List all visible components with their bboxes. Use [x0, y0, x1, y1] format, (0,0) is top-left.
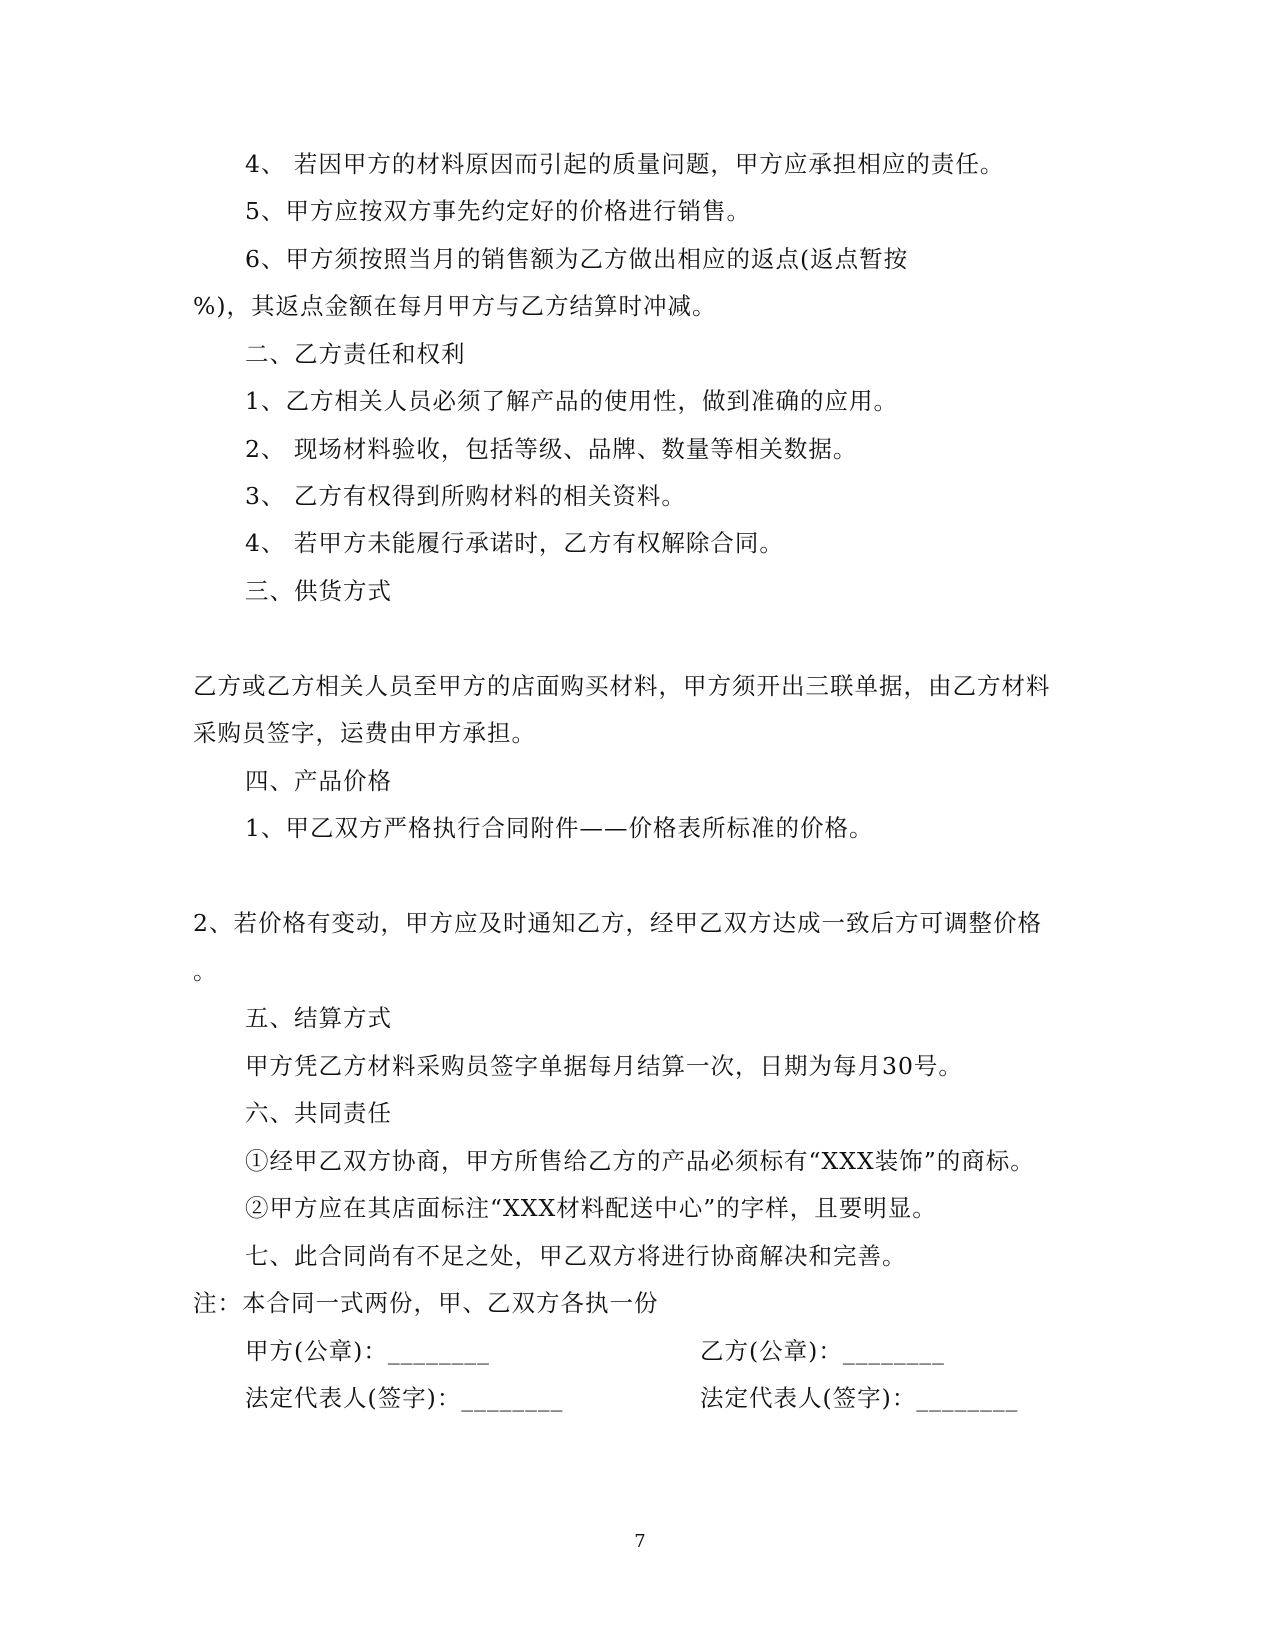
section-heading-5: 五、结算方式: [245, 1004, 392, 1032]
signature-party-b-seal: 乙方(公章)：________: [700, 1337, 945, 1365]
signature-party-a-rep: 法定代表人(签字)：________: [245, 1384, 564, 1412]
paragraph-supply-cont: 采购员签字，运费由甲方承担。: [193, 719, 536, 747]
signature-party-b-rep: 法定代表人(签字)：________: [700, 1384, 1019, 1412]
paragraph-clause-b3: 3、 乙方有权得到所购材料的相关资料。: [245, 482, 686, 510]
signature-party-a-seal: 甲方(公章)：________: [245, 1337, 490, 1365]
paragraph-clause-a4: 4、 若因甲方的材料原因而引起的质量问题，甲方应承担相应的责任。: [245, 150, 1005, 178]
paragraph-clause-b1: 1、乙方相关人员必须了解产品的使用性，做到准确的应用。: [245, 387, 898, 415]
paragraph-clause-a6-cont: %)，其返点金额在每月甲方与乙方结算时冲减。: [193, 292, 717, 320]
paragraph-note: 注：本合同一式两份，甲、乙双方各执一份: [193, 1289, 659, 1317]
paragraph-price-1: 1、甲乙双方严格执行合同附件——价格表所标准的价格。: [245, 814, 874, 842]
paragraph-settlement: 甲方凭乙方材料采购员签字单据每月结算一次，日期为每月30号。: [245, 1052, 963, 1080]
section-heading-6: 六、共同责任: [245, 1099, 392, 1127]
paragraph-clause-a5: 5、甲方应按双方事先约定好的价格进行销售。: [245, 197, 751, 225]
paragraph-clause-b2: 2、 现场材料验收，包括等级、品牌、数量等相关数据。: [245, 435, 858, 463]
section-heading-4: 四、产品价格: [245, 767, 392, 795]
paragraph-shared-1: ①经甲乙双方协商，甲方所售给乙方的产品必须标有“XXX装饰”的商标。: [245, 1147, 1035, 1175]
paragraph-supply: 乙方或乙方相关人员至甲方的店面购买材料，甲方须开出三联单据，由乙方材料: [193, 672, 1051, 700]
section-heading-7: 七、此合同尚有不足之处，甲乙双方将进行协商解决和完善。: [245, 1242, 907, 1270]
page-number: 7: [634, 1531, 646, 1552]
paragraph-clause-a6: 6、甲方须按照当月的销售额为乙方做出相应的返点(返点暂按: [245, 245, 909, 273]
paragraph-price-2-cont: 。: [193, 957, 218, 985]
section-heading-3: 三、供货方式: [245, 577, 392, 605]
section-heading-2: 二、乙方责任和权利: [245, 340, 466, 368]
paragraph-price-2: 2、若价格有变动，甲方应及时通知乙方，经甲乙双方达成一致后方可调整价格: [193, 909, 1042, 937]
paragraph-shared-2: ②甲方应在其店面标注“XXX材料配送中心”的字样，且要明显。: [245, 1194, 937, 1222]
paragraph-clause-b4: 4、 若甲方未能履行承诺时，乙方有权解除合同。: [245, 529, 784, 557]
